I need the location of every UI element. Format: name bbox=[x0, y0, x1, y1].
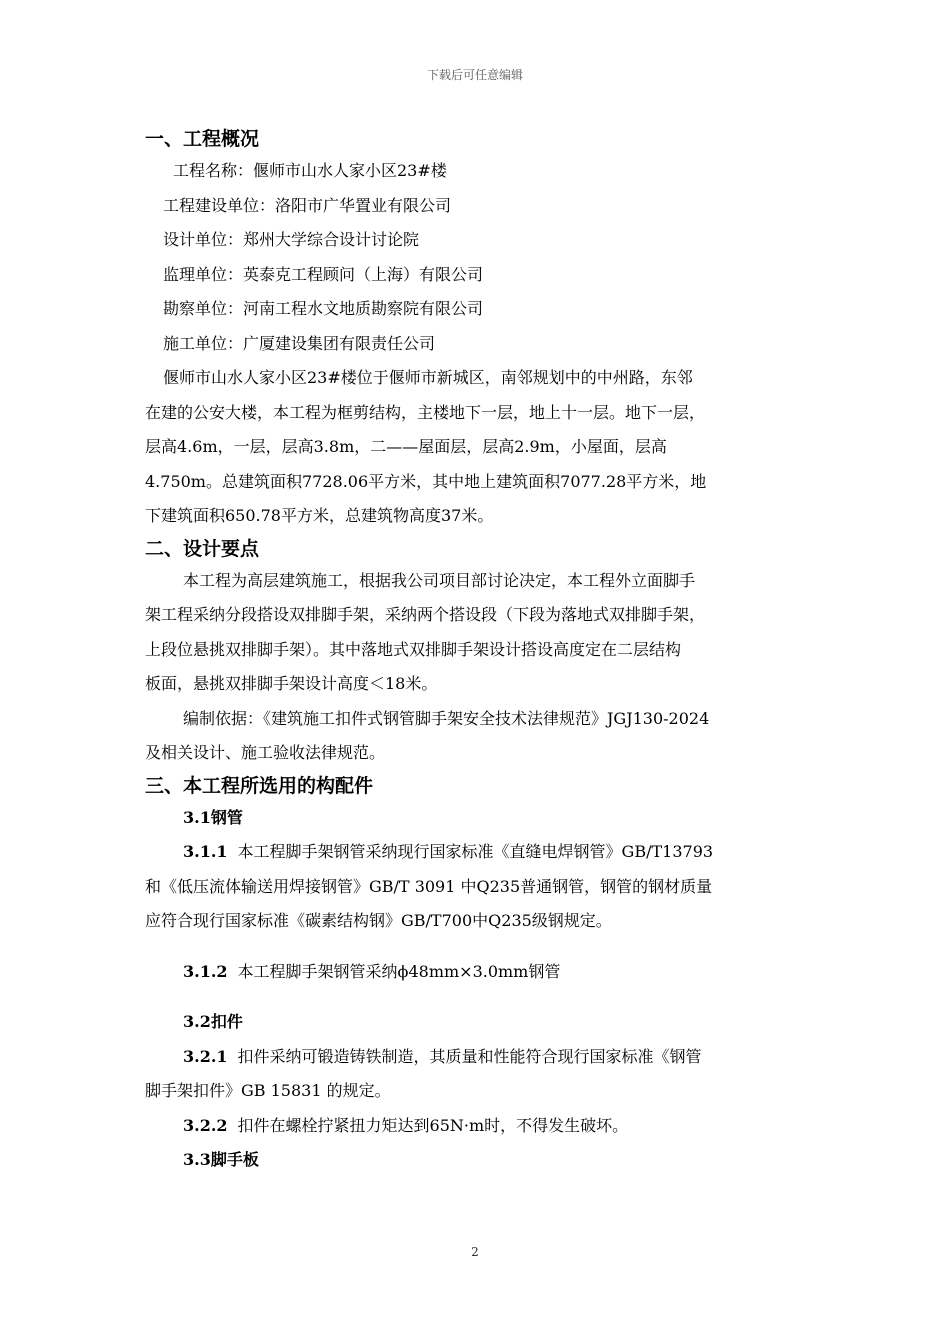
clause-3-1-1-line bbox=[145, 835, 815, 870]
clause-number: 3.1.2 bbox=[183, 961, 228, 981]
clause-number: 3.2.1 bbox=[183, 1046, 228, 1066]
clause-text: 扣件采纳可锻造铸铁制造，其质量和性能符合现行国家标准《钢管 bbox=[237, 1046, 702, 1066]
clause-text: 本工程脚手架钢管采纳现行国家标准《直缝电焊钢管》GB/T13793 bbox=[237, 842, 714, 861]
page-number: 2 bbox=[471, 1245, 479, 1259]
project-desc-line: 偃师市山水人家小区23#楼位于偃师市新城区，南邻规划中的中州路，东邻 bbox=[163, 368, 693, 387]
project-name: 工程名称：偃师市山水人家小区23#楼 bbox=[173, 161, 447, 180]
clause-text: 本工程脚手架钢管采纳ϕ48mm×3.0mm钢管 bbox=[237, 961, 561, 981]
project-desc-line: 层高4.6m，一层，层高3.8m，二——屋面层，层高2.9m，小屋面，层高 bbox=[145, 437, 667, 456]
section-2-heading: 二、设计要点 bbox=[145, 537, 260, 560]
construction-unit: 施工单位：广厦建设集团有限责任公司 bbox=[163, 333, 436, 353]
section-1-heading: 一、工程概况 bbox=[145, 128, 260, 150]
clause-number: 3.1.1 bbox=[183, 842, 228, 861]
clause-text: 扣件在螺栓拧紧扭力矩达到65N·m时，不得发生破坏。 bbox=[237, 1115, 629, 1135]
clause-3-1-1-line: 和《低压流体输送用焊接钢管》GB/T 3091 中Q235普通钢管，钢管的钢材质量 bbox=[145, 876, 713, 896]
page-header: 下载后可任意编辑 bbox=[426, 68, 523, 82]
clause-3-1-1-line: 应符合现行国家标准《碳素结构钢》GB/T700中Q235级钢规定。 bbox=[145, 911, 612, 930]
project-desc-line: 在建的公安大楼，本工程为框剪结构，主楼地下一层，地上十一层。地下一层， bbox=[145, 402, 706, 422]
project-desc-line: 下建筑面积650.78平方米，总建筑物高度37米。 bbox=[145, 506, 494, 525]
clause-3-1-2-line bbox=[145, 955, 815, 990]
subsection-3-2-heading: 3.2扣件 bbox=[183, 1012, 243, 1031]
clause-number: 3.2.2 bbox=[183, 1115, 228, 1135]
subsection-3-3-heading: 3.3脚手板 bbox=[183, 1150, 259, 1169]
survey-unit: 勘察单位：河南工程水文地质勘察院有限公司 bbox=[163, 299, 484, 318]
document-body bbox=[145, 124, 815, 1178]
clause-3-2-1-line: 脚手架扣件》GB 15831 的规定。 bbox=[145, 1081, 391, 1100]
spacer bbox=[145, 989, 815, 1005]
supervision-unit: 监理单位：英泰克工程顾问（上海）有限公司 bbox=[163, 264, 484, 284]
clause-3-2-1-line bbox=[145, 1040, 815, 1075]
basis-para-line: 及相关设计、施工验收法律规范。 bbox=[145, 743, 386, 762]
project-desc-line: 4.750m。总建筑面积7728.06平方米，其中地上建筑面积7077.28平方米，地 bbox=[145, 471, 707, 491]
section-3-heading: 三、本工程所选用的构配件 bbox=[145, 774, 374, 797]
design-unit: 设计单位：郑州大学综合设计讨论院 bbox=[163, 230, 420, 249]
spacer bbox=[145, 939, 815, 955]
basis-para-line: 编制依据：《建筑施工扣件式钢管脚手架安全技术法律规范》JGJ130-2024 bbox=[183, 708, 710, 728]
clause-3-2-2-line bbox=[145, 1109, 815, 1144]
design-para-line: 板面，悬挑双排脚手架设计高度＜18米。 bbox=[145, 674, 438, 693]
design-para-line: 架工程采纳分段搭设双排脚手架，采纳两个搭设段（下段为落地式双排脚手架， bbox=[145, 605, 706, 624]
subsection-3-1-heading: 3.1钢管 bbox=[183, 807, 243, 827]
design-para-line: 上段位悬挑双排脚手架）。其中落地式双排脚手架设计搭设高度定在二层结构 bbox=[145, 639, 682, 659]
builder-unit: 工程建设单位：洛阳市广华置业有限公司 bbox=[163, 195, 452, 215]
design-para-line: 本工程为高层建筑施工，根据我公司项目部讨论决定，本工程外立面脚手 bbox=[183, 570, 696, 590]
